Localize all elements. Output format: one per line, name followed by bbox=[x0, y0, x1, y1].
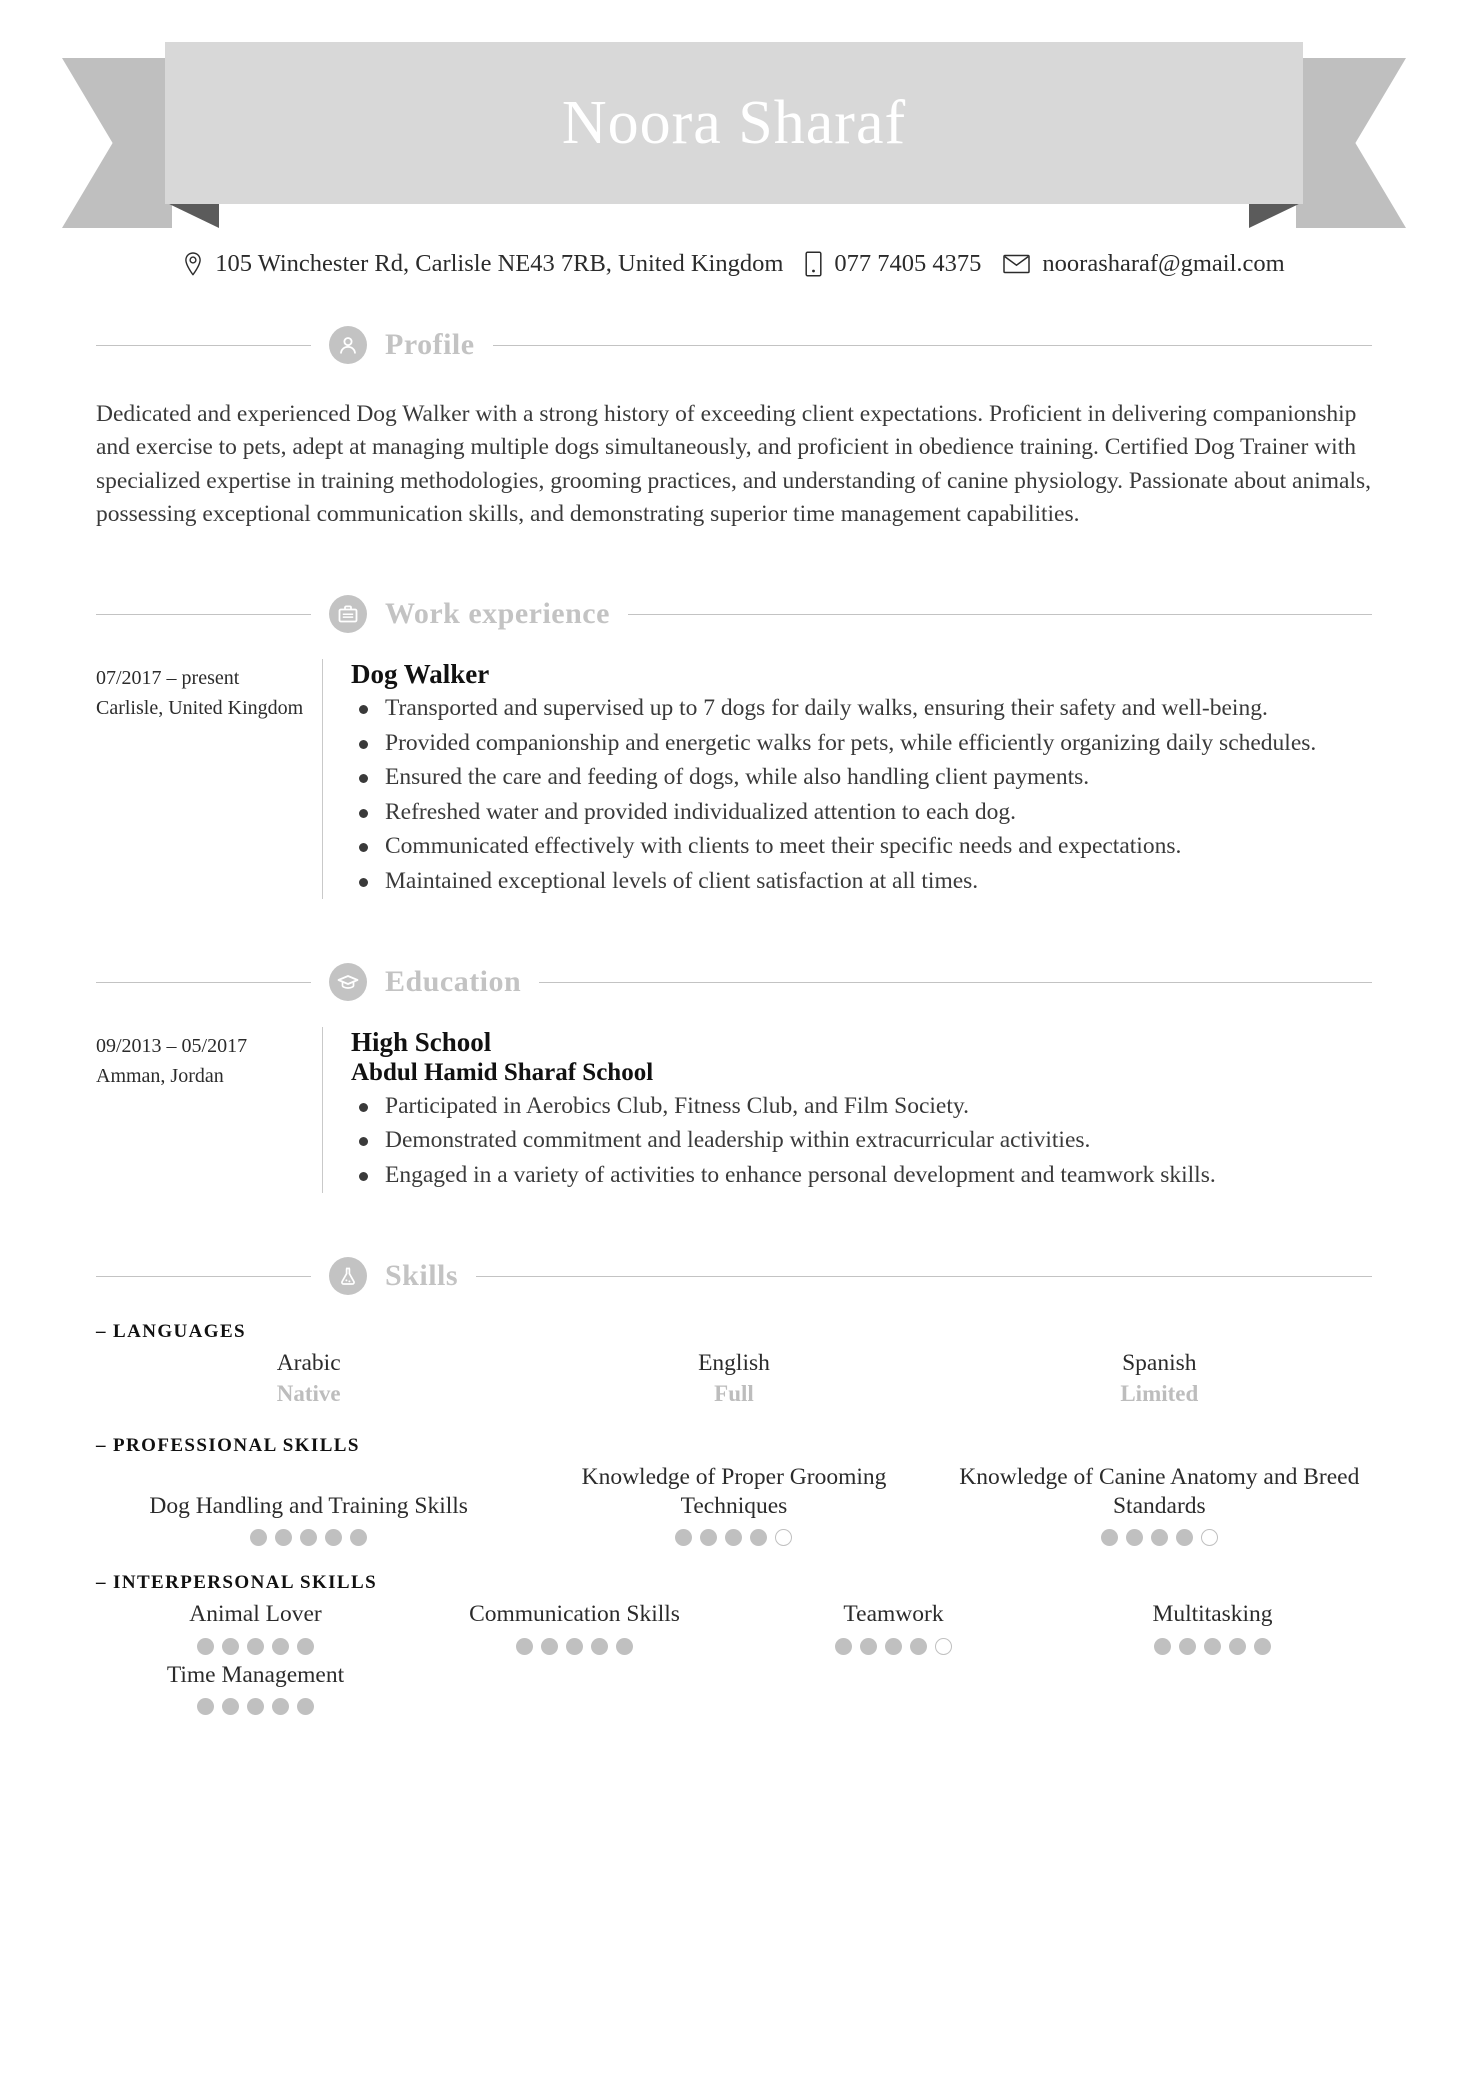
skill-name: Dog Handling and Training Skills bbox=[149, 1492, 468, 1519]
section-title-profile: Profile bbox=[385, 328, 475, 361]
section-rule-left bbox=[96, 345, 311, 346]
rating-dot-filled bbox=[835, 1638, 852, 1655]
skill-name: Knowledge of Proper Grooming Techniques bbox=[581, 1463, 887, 1519]
language-level: Limited bbox=[1120, 1380, 1199, 1406]
skill-rating-dots bbox=[104, 1698, 407, 1715]
rating-dot-filled bbox=[616, 1638, 633, 1655]
skill-rating-dots bbox=[104, 1638, 407, 1655]
education-entry-bullets bbox=[351, 1090, 1372, 1191]
person-icon bbox=[329, 326, 367, 364]
skill-category-professional: – PROFESSIONAL SKILLS bbox=[96, 1434, 360, 1456]
language-item bbox=[96, 1349, 521, 1408]
skill-rating-dots bbox=[1061, 1638, 1364, 1655]
ribbon-fold-left bbox=[165, 202, 219, 228]
ribbon-fold-right bbox=[1249, 202, 1303, 228]
rating-dot-filled bbox=[700, 1529, 717, 1546]
education-entry-meta bbox=[96, 1027, 322, 1193]
contact-phone bbox=[805, 250, 981, 278]
skill-item bbox=[96, 1492, 521, 1546]
phone-text: 077 7405 4375 bbox=[834, 250, 982, 277]
language-level: Native bbox=[276, 1380, 341, 1406]
professional-skills-grid bbox=[96, 1463, 1372, 1547]
section-rule-left bbox=[96, 1276, 311, 1277]
section-rule-right bbox=[493, 345, 1372, 346]
rating-dot-filled bbox=[1151, 1529, 1168, 1546]
skill-item bbox=[415, 1600, 734, 1654]
list-item: Provided companionship and energetic walks for pets, while efficiently organizing daily schedules. bbox=[385, 727, 1372, 759]
section-rule-right bbox=[539, 982, 1372, 983]
list-item: Participated in Aerobics Club, Fitness Club, and Film Society. bbox=[385, 1090, 1372, 1122]
section-title-education: Education bbox=[385, 965, 522, 999]
briefcase-icon bbox=[329, 595, 367, 633]
rating-dot-filled bbox=[297, 1638, 314, 1655]
skill-name: Time Management bbox=[166, 1661, 345, 1688]
section-rule-left bbox=[96, 614, 311, 615]
rating-dot-filled bbox=[675, 1529, 692, 1546]
rating-dot-filled bbox=[1176, 1529, 1193, 1546]
skill-name: Animal Lover bbox=[189, 1601, 322, 1628]
list-item: Engaged in a variety of activities to enhance personal development and teamwork skills. bbox=[385, 1159, 1372, 1191]
skill-item bbox=[734, 1600, 1053, 1654]
rating-dot-filled bbox=[350, 1529, 367, 1546]
language-item bbox=[947, 1349, 1372, 1408]
work-entry-location: Carlisle, United Kingdom bbox=[96, 697, 304, 720]
work-entry-dates: 07/2017 – present bbox=[96, 667, 240, 690]
rating-dot-filled bbox=[275, 1529, 292, 1546]
interpersonal-skills-grid bbox=[96, 1600, 1372, 1654]
contact-row bbox=[0, 250, 1468, 278]
location-pin-icon bbox=[183, 251, 203, 277]
rating-dot-filled bbox=[725, 1529, 742, 1546]
skill-item bbox=[1053, 1600, 1372, 1654]
envelope-icon bbox=[1003, 254, 1030, 274]
ribbon-tail-left bbox=[62, 58, 172, 228]
ribbon-tail-right bbox=[1296, 58, 1406, 228]
rating-dot-filled bbox=[1254, 1638, 1271, 1655]
section-header-skills bbox=[96, 1257, 1372, 1295]
header-ribbon bbox=[0, 0, 1468, 200]
section-header-profile bbox=[96, 326, 1372, 364]
skill-rating-dots bbox=[423, 1638, 726, 1655]
skill-rating-dots bbox=[742, 1638, 1045, 1655]
section-title-skills: Skills bbox=[385, 1259, 459, 1293]
rating-dot-filled bbox=[1126, 1529, 1143, 1546]
graduation-cap-icon bbox=[329, 963, 367, 1001]
list-item: Ensured the care and feeding of dogs, while also handling client payments. bbox=[385, 761, 1372, 793]
skill-name: Teamwork bbox=[843, 1601, 944, 1628]
work-entry-body bbox=[351, 659, 1372, 899]
interpersonal-skills-grid-row2 bbox=[96, 1661, 1372, 1715]
rating-dot-empty bbox=[775, 1529, 792, 1546]
section-rule-right bbox=[476, 1276, 1372, 1277]
rating-dot-empty bbox=[1201, 1529, 1218, 1546]
contact-address bbox=[183, 250, 783, 278]
rating-dot-filled bbox=[325, 1529, 342, 1546]
skill-item bbox=[947, 1463, 1372, 1547]
list-item: Transported and supervised up to 7 dogs for daily walks, ensuring their safety and well-being. bbox=[385, 692, 1372, 724]
rating-dot-filled bbox=[860, 1638, 877, 1655]
rating-dot-filled bbox=[1204, 1638, 1221, 1655]
section-title-work-experience: Work experience bbox=[385, 597, 610, 631]
rating-dot-filled bbox=[885, 1638, 902, 1655]
rating-dot-filled bbox=[1179, 1638, 1196, 1655]
education-entry bbox=[96, 1027, 1372, 1193]
rating-dot-filled bbox=[516, 1638, 533, 1655]
language-level: Full bbox=[714, 1380, 754, 1406]
ribbon-band bbox=[165, 42, 1303, 204]
skill-name: Communication Skills bbox=[469, 1601, 680, 1628]
section-rule-left bbox=[96, 982, 311, 983]
entry-divider bbox=[322, 659, 323, 899]
languages-grid bbox=[96, 1349, 1372, 1408]
skill-rating-dots bbox=[955, 1529, 1364, 1546]
skill-name: Multitasking bbox=[1152, 1601, 1273, 1628]
work-entry-meta bbox=[96, 659, 322, 899]
rating-dot-filled bbox=[272, 1698, 289, 1715]
rating-dot-filled bbox=[197, 1698, 214, 1715]
rating-dot-filled bbox=[910, 1638, 927, 1655]
list-item: Maintained exceptional levels of client satisfaction at all times. bbox=[385, 865, 1372, 897]
language-item bbox=[521, 1349, 946, 1408]
list-item: Communicated effectively with clients to meet their specific needs and expectations. bbox=[385, 830, 1372, 862]
flask-icon bbox=[329, 1257, 367, 1295]
education-entry-dates: 09/2013 – 05/2017 bbox=[96, 1035, 248, 1058]
candidate-name: Noora Sharaf bbox=[561, 89, 907, 157]
rating-dot-filled bbox=[591, 1638, 608, 1655]
skill-item bbox=[521, 1463, 946, 1547]
phone-icon bbox=[805, 251, 822, 277]
skill-item bbox=[96, 1661, 415, 1715]
education-entry-subtitle: Abdul Hamid Sharaf School bbox=[351, 1059, 654, 1087]
contact-email bbox=[1003, 250, 1284, 278]
rating-dot-filled bbox=[297, 1698, 314, 1715]
education-entry-location: Amman, Jordan bbox=[96, 1065, 224, 1088]
language-name: Spanish bbox=[1122, 1350, 1197, 1377]
list-item: Demonstrated commitment and leadership within extracurricular activities. bbox=[385, 1124, 1372, 1156]
skill-rating-dots bbox=[529, 1529, 938, 1546]
list-item: Refreshed water and provided individualized attention to each dog. bbox=[385, 796, 1372, 828]
rating-dot-filled bbox=[750, 1529, 767, 1546]
skill-item bbox=[96, 1600, 415, 1654]
skill-category-languages: – LANGUAGES bbox=[96, 1321, 247, 1343]
rating-dot-filled bbox=[272, 1638, 289, 1655]
rating-dot-filled bbox=[197, 1638, 214, 1655]
section-rule-right bbox=[628, 614, 1372, 615]
rating-dot-filled bbox=[541, 1638, 558, 1655]
education-entry-title: High School bbox=[351, 1027, 492, 1058]
work-entry-title: Dog Walker bbox=[351, 659, 490, 690]
rating-dot-filled bbox=[566, 1638, 583, 1655]
rating-dot-filled bbox=[1154, 1638, 1171, 1655]
rating-dot-filled bbox=[250, 1529, 267, 1546]
skill-rating-dots bbox=[104, 1529, 513, 1546]
rating-dot-filled bbox=[222, 1698, 239, 1715]
skills-block bbox=[96, 1321, 1372, 1715]
email-text: noorasharaf@gmail.com bbox=[1042, 250, 1285, 277]
section-header-education bbox=[96, 963, 1372, 1001]
profile-summary: Dedicated and experienced Dog Walker with a strong history of exceeding client expectations. Proficient in delivering companionship and exercise to pets, adept at managing multiple dogs simultaneously, and proficient in obedience training. Certified Dog Trainer with specialized expertise in training methodologies, grooming practices, and understanding of canine physiology. Passionate about animals, possessing exceptional communication skills, and demonstrating superior time management capabilities. bbox=[96, 401, 1371, 528]
rating-dot-empty bbox=[935, 1638, 952, 1655]
work-entry-bullets bbox=[351, 692, 1372, 897]
section-header-work-experience bbox=[96, 595, 1372, 633]
education-entry-body bbox=[351, 1027, 1372, 1193]
rating-dot-filled bbox=[1229, 1638, 1246, 1655]
rating-dot-filled bbox=[247, 1698, 264, 1715]
language-name: English bbox=[698, 1350, 770, 1377]
skill-category-interpersonal: – INTERPERSONAL SKILLS bbox=[96, 1572, 378, 1594]
skill-name: Knowledge of Canine Anatomy and Breed Standards bbox=[959, 1463, 1360, 1519]
address-text: 105 Winchester Rd, Carlisle NE43 7RB, United Kingdom bbox=[215, 250, 784, 277]
language-name: Arabic bbox=[276, 1350, 341, 1377]
rating-dot-filled bbox=[222, 1638, 239, 1655]
work-entry bbox=[96, 659, 1372, 899]
rating-dot-filled bbox=[247, 1638, 264, 1655]
entry-divider bbox=[322, 1027, 323, 1193]
rating-dot-filled bbox=[300, 1529, 317, 1546]
rating-dot-filled bbox=[1101, 1529, 1118, 1546]
